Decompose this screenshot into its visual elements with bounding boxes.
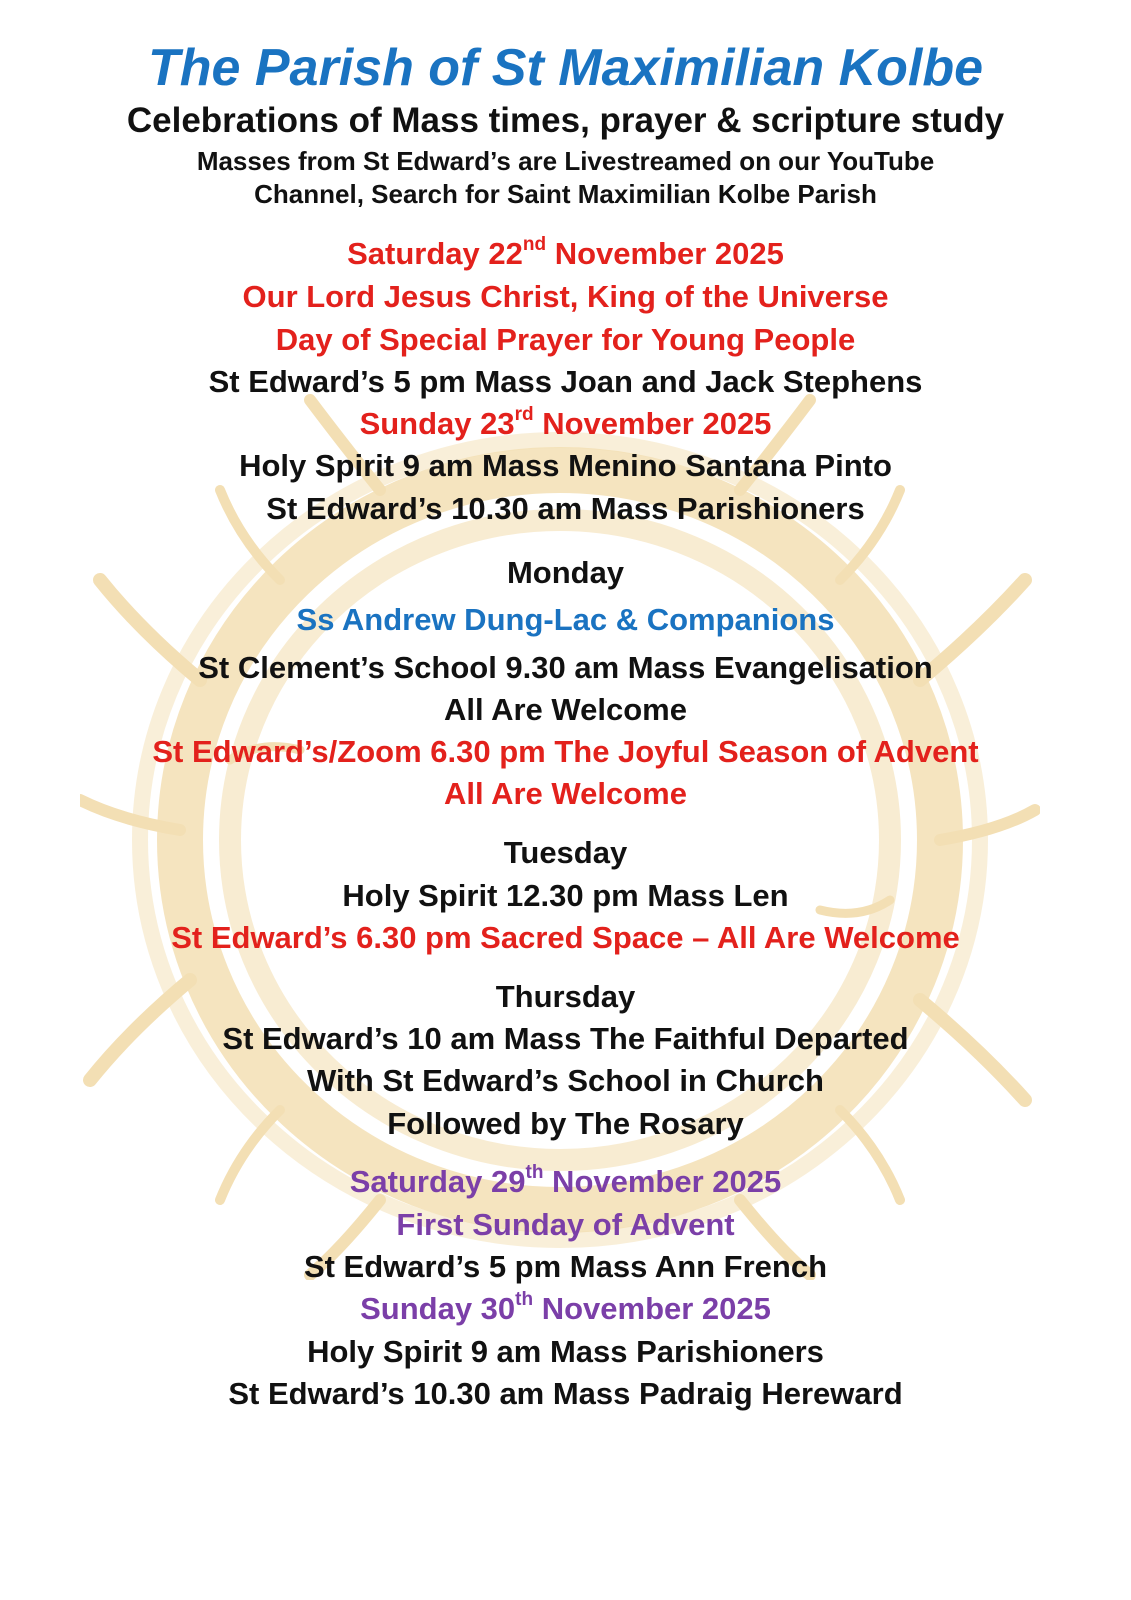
- sunday-30-date: Sunday 30th November 2025: [360, 1289, 771, 1326]
- saturday-29-date: Saturday 29th November 2025: [349, 1162, 782, 1199]
- saturday-29-mass: St Edward’s 5 pm Mass Ann French: [303, 1249, 828, 1284]
- thursday-school: With St Edward’s School in Church: [307, 1063, 824, 1098]
- monday-heading: Monday: [506, 555, 625, 590]
- livestream-note-line1: Masses from St Edward’s are Livestreamed on our YouTube: [196, 146, 935, 176]
- sunday-23-mass-1: Holy Spirit 9 am Mass Menino Santana Pinto: [239, 448, 892, 483]
- thursday-rosary: Followed by The Rosary: [387, 1106, 744, 1141]
- saturday-22-mass: St Edward’s 5 pm Mass Joan and Jack Stephens: [208, 364, 923, 399]
- monday-welcome-1: All Are Welcome: [444, 692, 687, 727]
- livestream-note-line2: Channel, Search for Saint Maximilian Kolbe Parish: [254, 179, 877, 209]
- sunday-30-mass-1: Holy Spirit 9 am Mass Parishioners: [307, 1334, 824, 1369]
- saturday-22-date: Saturday 22nd November 2025: [347, 234, 784, 271]
- sunday-30-mass-2: St Edward’s 10.30 am Mass Padraig Hereward: [228, 1376, 903, 1411]
- monday-welcome-2: All Are Welcome: [444, 776, 687, 811]
- thursday-heading: Thursday: [495, 979, 636, 1014]
- saturday-22-special: Day of Special Prayer for Young People: [275, 322, 856, 357]
- page-subtitle: Celebrations of Mass times, prayer & scripture study: [126, 101, 1005, 140]
- tuesday-mass: Holy Spirit 12.30 pm Mass Len: [342, 878, 789, 913]
- thursday-mass: St Edward’s 10 am Mass The Faithful Departed: [222, 1021, 909, 1056]
- saturday-22-feast: Our Lord Jesus Christ, King of the Universe: [242, 279, 889, 314]
- monday-advent-session: St Edward’s/Zoom 6.30 pm The Joyful Season of Advent: [152, 734, 979, 769]
- monday-feast: Ss Andrew Dung-Lac & Companions: [296, 602, 835, 637]
- monday-mass: St Clement’s School 9.30 am Mass Evangelisation: [198, 650, 933, 685]
- sunday-23-mass-2: St Edward’s 10.30 am Mass Parishioners: [266, 491, 865, 526]
- sunday-23-date: Sunday 23rd November 2025: [359, 404, 772, 441]
- tuesday-sacred-space: St Edward’s 6.30 pm Sacred Space – All Are Welcome: [171, 920, 960, 955]
- page-title: The Parish of St Maximilian Kolbe: [147, 39, 984, 97]
- saturday-29-feast: First Sunday of Advent: [396, 1207, 735, 1242]
- tuesday-heading: Tuesday: [503, 835, 628, 870]
